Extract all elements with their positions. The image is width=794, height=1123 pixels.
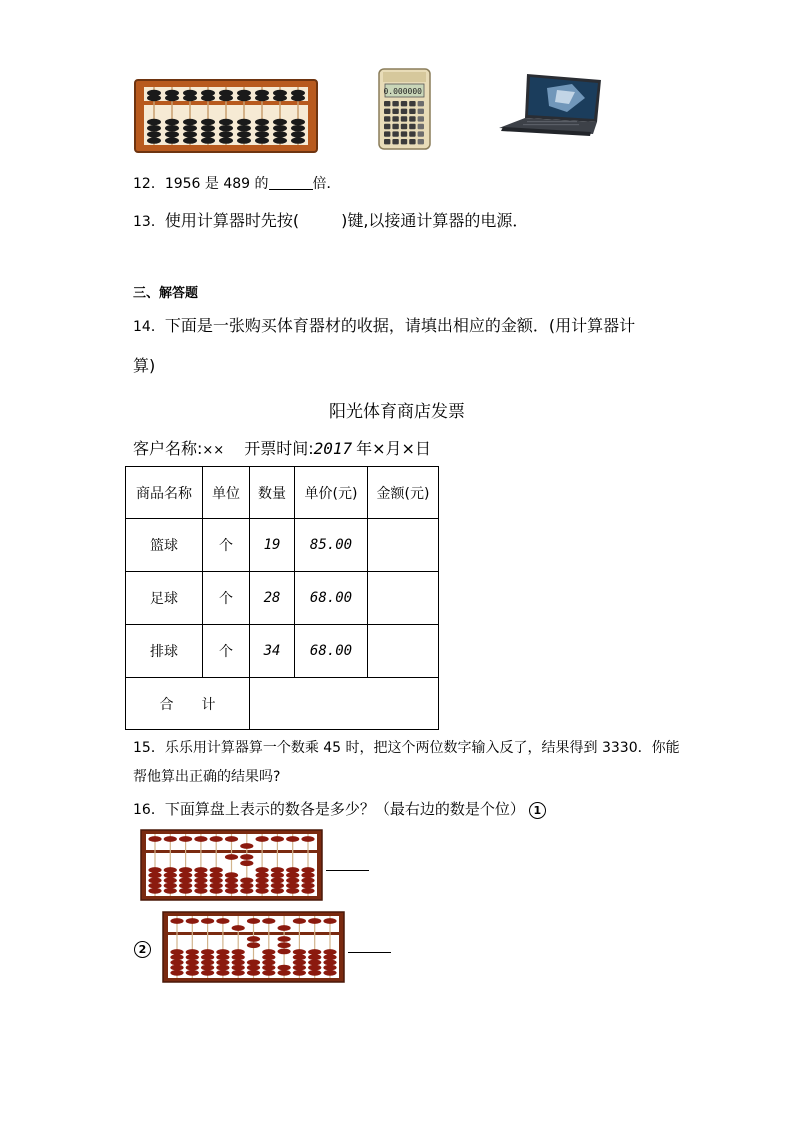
- question-text: 1956 是 489 的: [164, 176, 269, 192]
- receipt-date: 年×月×日: [356, 439, 431, 458]
- circled-number-2: 2: [134, 941, 151, 958]
- question-number: 14．: [133, 319, 165, 335]
- abacus-image: [134, 79, 318, 153]
- abacus-2: [162, 911, 345, 983]
- question-15-line2: 帮他算出正确的结果吗?: [133, 769, 281, 785]
- question-text: 乐乐用计算器算一个数乘 45 时，把这个两位数字输入反了，结果得到 3330．你能: [164, 740, 680, 756]
- answer-blank[interactable]: [269, 175, 313, 190]
- item-qty: 19: [250, 519, 295, 572]
- item-amount-input[interactable]: [368, 572, 439, 625]
- item-qty: 34: [250, 625, 295, 678]
- total-amount-input[interactable]: [250, 678, 439, 730]
- calculator-display-text: 0.000000: [383, 87, 422, 96]
- question-12: [133, 173, 341, 193]
- question-14-line1: [133, 313, 635, 336]
- item-unit: 个: [203, 572, 250, 625]
- question-text: )键,以接通计算器的电源．: [341, 211, 529, 230]
- question-text: 倍．: [312, 176, 341, 192]
- circled-number-1: 1: [529, 802, 546, 819]
- customer-label: 客户名称:: [133, 439, 203, 458]
- table-row: [126, 625, 439, 678]
- header-cell: 金额(元): [368, 467, 439, 519]
- question-number: 12．: [133, 176, 165, 192]
- total-row: [126, 678, 439, 730]
- table-row: [126, 519, 439, 572]
- item-price: 85.00: [295, 519, 368, 572]
- item-price: 68.00: [295, 625, 368, 678]
- item-unit: 个: [203, 519, 250, 572]
- question-number: 15．: [133, 740, 165, 756]
- header-cell: 商品名称: [126, 467, 203, 519]
- time-label: 开票时间:: [244, 439, 314, 458]
- item-amount-input[interactable]: [368, 519, 439, 572]
- receipt-table: [125, 466, 439, 730]
- question-text: 使用计算器时先按(: [164, 211, 300, 230]
- item-name: 排球: [126, 625, 203, 678]
- question-number: 16．: [133, 802, 165, 818]
- total-label: 合 计: [126, 678, 250, 730]
- item-price: 68.00: [295, 572, 368, 625]
- question-16: [133, 798, 546, 819]
- answer-line-2[interactable]: [348, 952, 391, 953]
- question-text: 下面算盘上表示的数各是多少？（最右边的数是个位）: [164, 800, 525, 818]
- item-name: 足球: [126, 572, 203, 625]
- receipt-title: 阳光体育商店发票: [329, 402, 465, 422]
- question-text: 下面是一张购买体育器材的收据，请填出相应的金额．(用计算器计: [164, 316, 636, 335]
- item-name: 篮球: [126, 519, 203, 572]
- abacus-1: [140, 829, 323, 901]
- customer-value: ××: [202, 443, 225, 458]
- question-number: 13．: [133, 214, 165, 230]
- section-title: 三、解答题: [133, 286, 199, 301]
- receipt-year: 2017: [313, 439, 353, 458]
- header-cell: 单价(元): [295, 467, 368, 519]
- question-13: [133, 208, 528, 231]
- table-row: [126, 572, 439, 625]
- question-14-line2: 算): [133, 356, 156, 375]
- item-unit: 个: [203, 625, 250, 678]
- calculator-image: [378, 68, 431, 150]
- header-cell: 数量: [250, 467, 295, 519]
- item-amount-input[interactable]: [368, 625, 439, 678]
- table-header-row: [126, 467, 439, 519]
- laptop-image: [497, 70, 603, 142]
- header-cell: 单位: [203, 467, 250, 519]
- item-qty: 28: [250, 572, 295, 625]
- answer-line-1[interactable]: [326, 870, 369, 871]
- receipt-meta: [133, 436, 431, 459]
- question-15-line1: [133, 737, 680, 757]
